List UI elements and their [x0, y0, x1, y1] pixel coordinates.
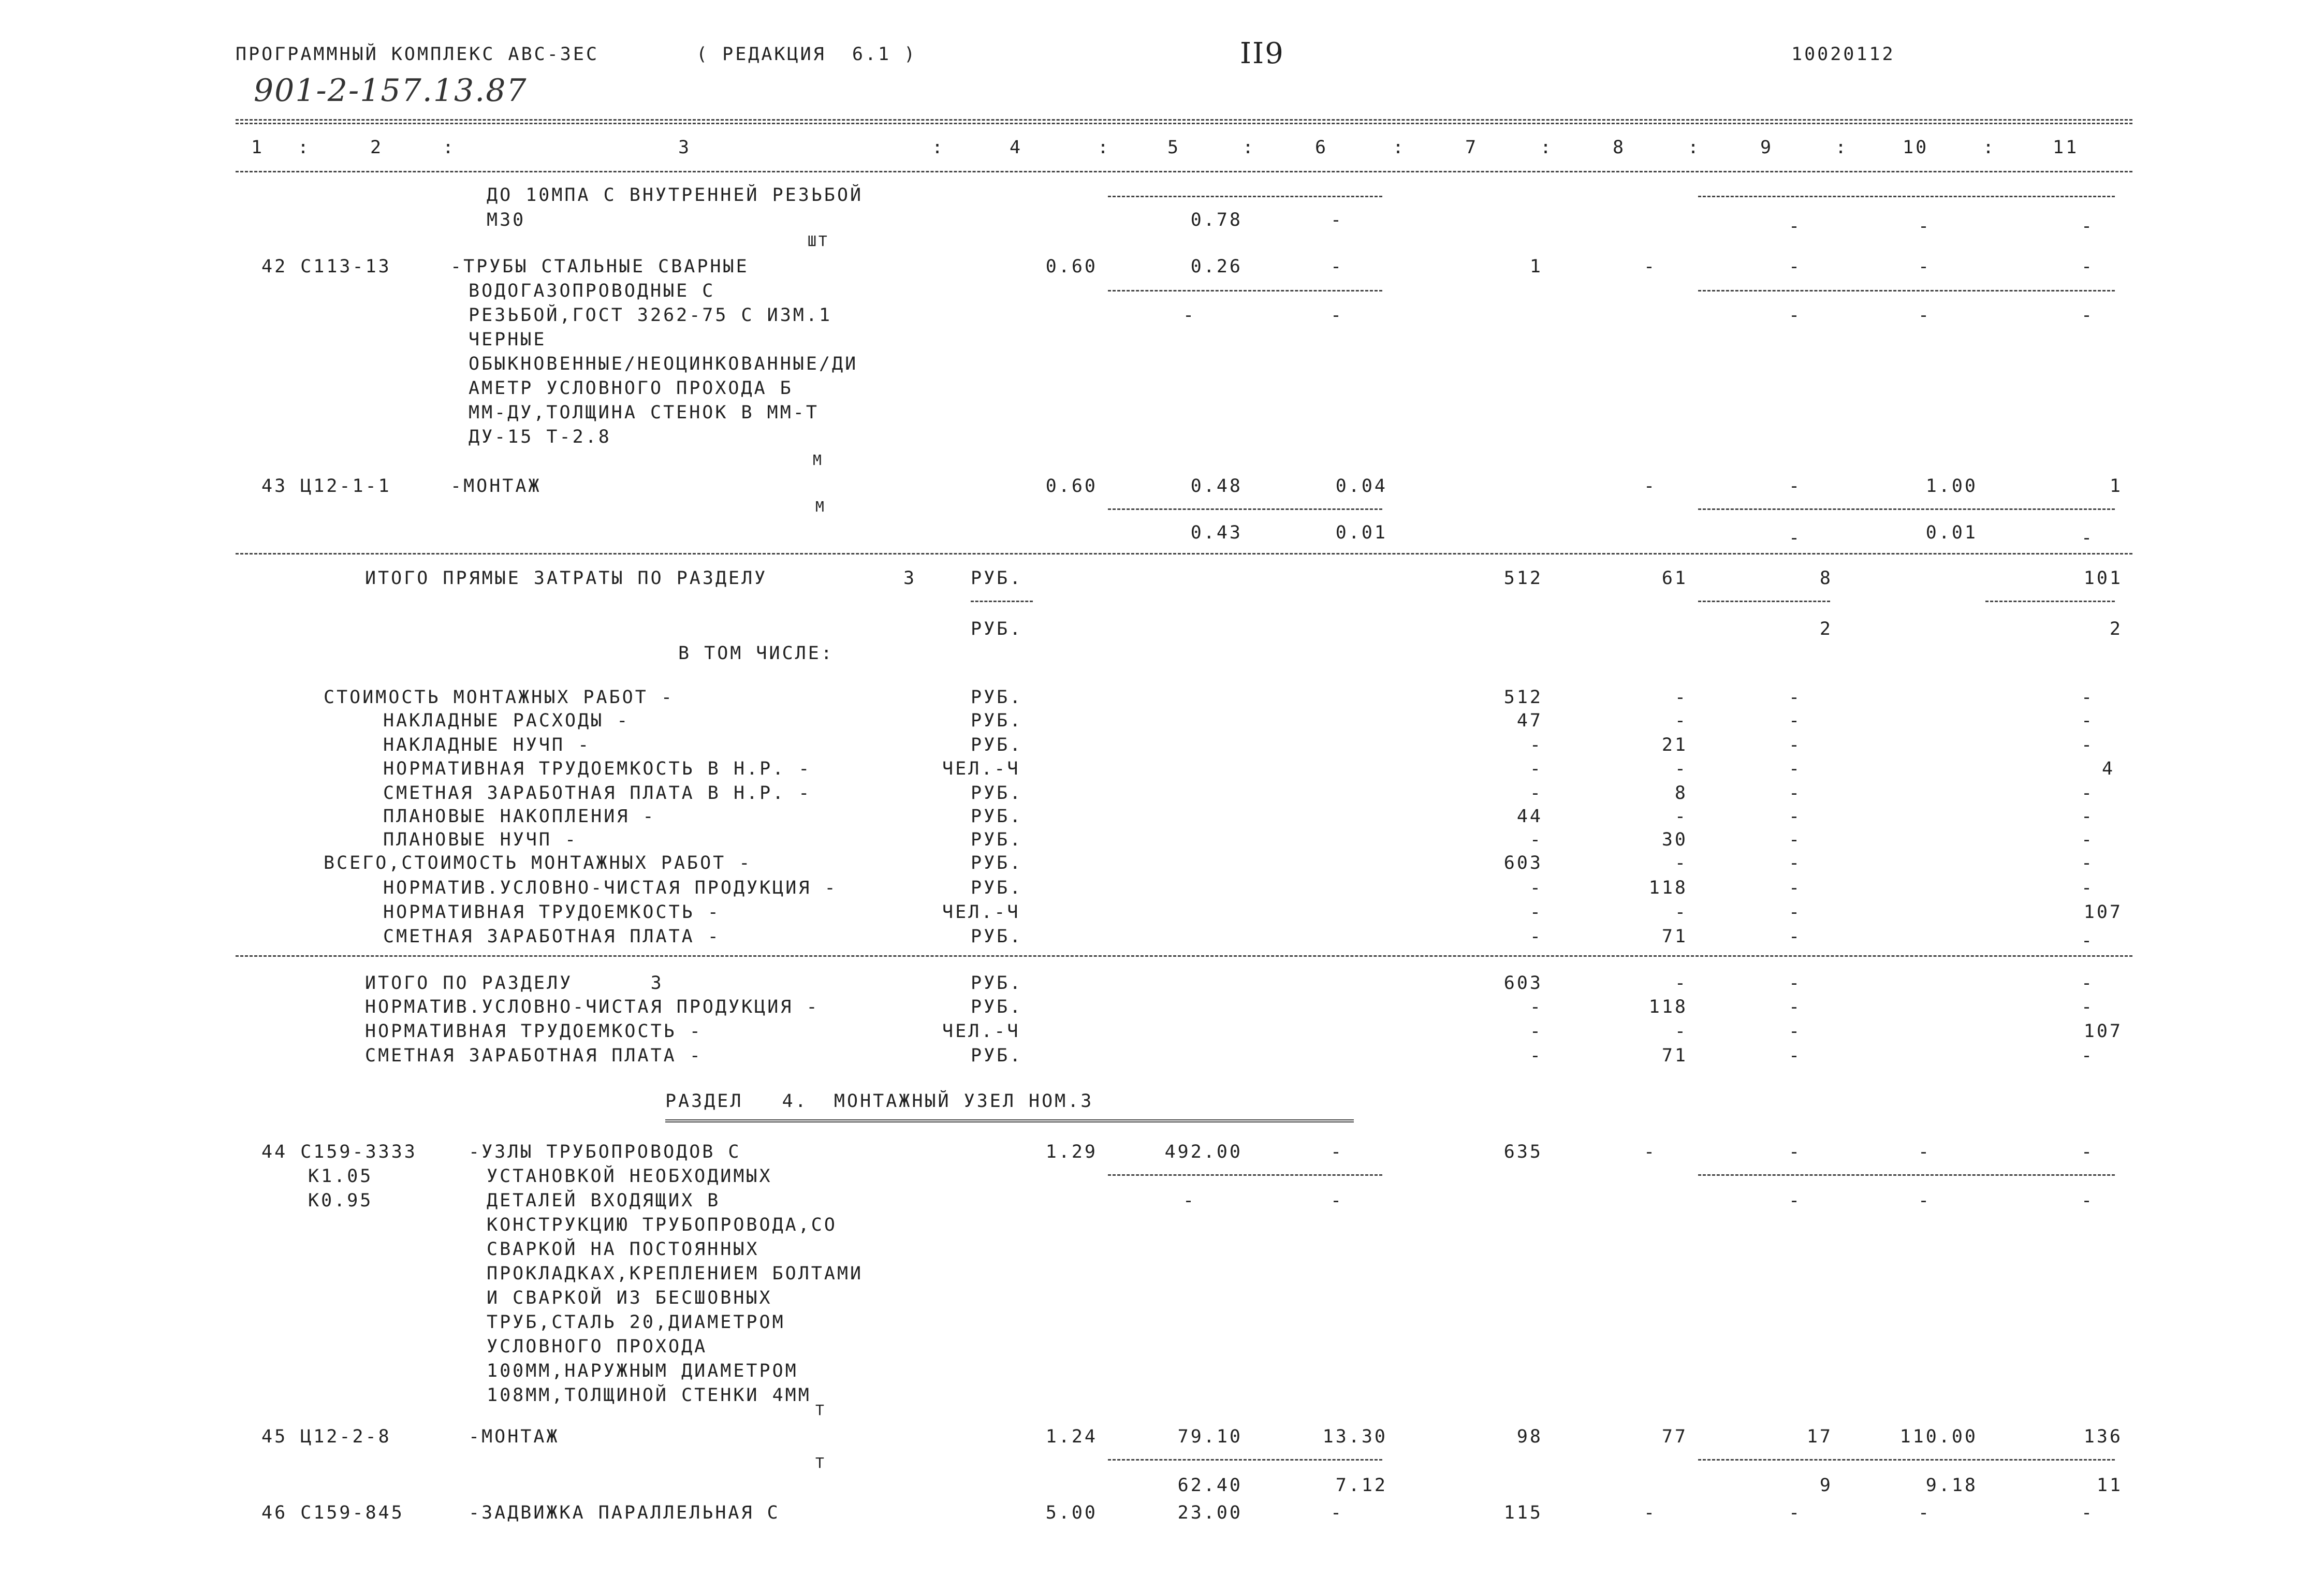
- col-sep: :: [443, 137, 456, 158]
- row42-desc-6: ММ-ДУ,ТОЛЩИНА СТЕНОК В ММ-Т: [469, 402, 819, 423]
- cell: -: [1529, 758, 1543, 779]
- cell: -: [1529, 735, 1543, 755]
- row42-desc-3: ЧЕРНЫЕ: [469, 329, 547, 350]
- cell: -: [1789, 1021, 1802, 1042]
- totals-unit-2: РУБ.: [971, 619, 1023, 639]
- cell: -: [1918, 1142, 1932, 1162]
- breakdown-unit: РУБ.: [971, 853, 1023, 873]
- rule-seg: [1698, 601, 1830, 602]
- cell: -: [1644, 256, 1657, 277]
- row44-desc-7: ТРУБ,СТАЛЬ 20,ДИАМЕТРОМ: [487, 1312, 785, 1333]
- cell: -: [2081, 853, 2095, 873]
- col-4: 4: [1010, 137, 1023, 158]
- rule-seg: [1108, 1174, 1382, 1176]
- row43-desc: -МОНТАЖ: [450, 476, 542, 497]
- row42-desc-7: ДУ-15 Т-2.8: [469, 427, 611, 447]
- cell: -: [1674, 1021, 1688, 1042]
- cell: -: [1789, 758, 1802, 779]
- cell: -: [1789, 783, 1802, 804]
- unit: М: [815, 498, 826, 515]
- cell: -: [2081, 930, 2095, 951]
- cell: 2: [1819, 619, 1833, 639]
- row46-number: 46 С159-845: [261, 1503, 404, 1523]
- cell: -: [1674, 853, 1688, 873]
- breakdown-label: СТОИМОСТЬ МОНТАЖНЫХ РАБОТ -: [324, 687, 674, 708]
- cell: 1.24: [1045, 1426, 1098, 1447]
- rule-header: [236, 171, 2132, 172]
- rule-seg: [971, 601, 1033, 602]
- row44-k2: К0.95: [308, 1190, 373, 1211]
- row44-desc-5: ПРОКЛАДКАХ,КРЕПЛЕНИЕМ БОЛТАМИ: [487, 1263, 864, 1284]
- col-sep: :: [1983, 137, 1996, 158]
- unit: М: [813, 451, 824, 469]
- rule-seg: [1698, 1174, 2115, 1176]
- col-7: 7: [1465, 137, 1479, 158]
- cell: 0.60: [1045, 256, 1098, 277]
- cell: -: [1789, 1045, 1802, 1066]
- cell: 118: [1648, 997, 1688, 1017]
- breakdown-unit: РУБ.: [971, 687, 1023, 708]
- cell: -: [1789, 687, 1802, 708]
- row42-desc-0: -ТРУБЫ СТАЛЬНЫЕ СВАРНЫЕ: [450, 256, 749, 277]
- cell: -: [2081, 710, 2095, 731]
- breakdown-label: ПЛАНОВЫЕ НАКОПЛЕНИЯ -: [383, 806, 656, 827]
- cell: 110.00: [1899, 1426, 1978, 1447]
- row45-desc: -МОНТАЖ: [469, 1426, 560, 1447]
- cell: 17: [1806, 1426, 1833, 1447]
- cell: 0.78: [1190, 210, 1243, 230]
- cell: -: [1183, 1190, 1196, 1211]
- cell: -: [1529, 829, 1543, 850]
- cell: -: [1789, 806, 1802, 827]
- section-total-unit: РУБ.: [971, 997, 1023, 1017]
- cell: -: [1674, 710, 1688, 731]
- breakdown-unit: РУБ.: [971, 878, 1023, 898]
- cell: 0.26: [1190, 256, 1243, 277]
- cell: 635: [1503, 1142, 1543, 1162]
- cell: 79.10: [1177, 1426, 1243, 1447]
- cell: 71: [1661, 1045, 1688, 1066]
- cell: -: [2081, 735, 2095, 755]
- cell: -: [1789, 902, 1802, 923]
- cell: -: [1529, 997, 1543, 1017]
- cell: -: [1789, 528, 1802, 548]
- cell: -: [1918, 305, 1932, 326]
- cell: -: [2081, 216, 2095, 237]
- rule-seg: [1108, 1459, 1382, 1461]
- cell: 5.00: [1045, 1503, 1098, 1523]
- rule-seg: [1698, 508, 2115, 510]
- row42-number: 42 С113-13: [261, 256, 391, 277]
- cell: 77: [1661, 1426, 1688, 1447]
- handwritten-code: 901-2-157.13.87: [254, 72, 528, 109]
- row44-number: 44 С159-3333: [261, 1142, 417, 1162]
- cell: 603: [1503, 853, 1543, 873]
- cell: -: [1918, 1190, 1932, 1211]
- col-sep: :: [1835, 137, 1849, 158]
- row43-number: 43 Ц12-1-1: [261, 476, 391, 497]
- breakdown-unit: РУБ.: [971, 710, 1023, 731]
- cell: -: [2081, 1503, 2095, 1523]
- col-11: 11: [2053, 137, 2079, 158]
- section-total-label: ИТОГО ПО РАЗДЕЛУ 3: [365, 973, 664, 994]
- cell: -: [2081, 997, 2095, 1017]
- cell: -: [1331, 1503, 1344, 1523]
- row44-desc-2: ДЕТАЛЕЙ ВХОДЯЩИХ В: [487, 1190, 721, 1211]
- row44-desc-3: КОНСТРУКЦИЮ ТРУБОПРОВОДА,СО: [487, 1215, 837, 1235]
- cell: -: [1789, 735, 1802, 755]
- section-total-label: НОРМАТИВНАЯ ТРУДОЕМКОСТЬ -: [365, 1021, 703, 1042]
- col-2: 2: [370, 137, 384, 158]
- cell: -: [1331, 210, 1344, 230]
- cell: 1: [2109, 476, 2123, 497]
- col-6: 6: [1315, 137, 1328, 158]
- cell: 9.18: [1925, 1475, 1978, 1496]
- rule-seg: [1985, 601, 2115, 602]
- cell: -: [1644, 476, 1657, 497]
- cell: -: [1674, 806, 1688, 827]
- rule-seg: [1108, 508, 1382, 510]
- cell: -: [1644, 1142, 1657, 1162]
- program-name: ПРОГРАММНЫЙ КОМПЛЕКС АВС-3ЕС: [236, 44, 600, 65]
- row44-k1: К1.05: [308, 1166, 373, 1187]
- cell: 21: [1661, 735, 1688, 755]
- section-total-unit: РУБ.: [971, 1045, 1023, 1066]
- rule-seg: [1698, 290, 2115, 291]
- cell: 0.01: [1925, 522, 1978, 543]
- cell: 512: [1503, 687, 1543, 708]
- col-8: 8: [1613, 137, 1626, 158]
- cell: -: [1529, 1045, 1543, 1066]
- cell: 101: [2083, 568, 2123, 589]
- rule-seg: [1108, 196, 1382, 197]
- col-sep: :: [1393, 137, 1406, 158]
- cell: -: [1331, 1190, 1344, 1211]
- row42-desc-1: ВОДОГАЗОПРОВОДНЫЕ С: [469, 281, 715, 301]
- breakdown-unit: РУБ.: [971, 783, 1023, 804]
- col-sep: :: [932, 137, 945, 158]
- cell: 136: [2083, 1426, 2123, 1447]
- section-total-label: НОРМАТИВ.УСЛОВНО-ЧИСТАЯ ПРОДУКЦИЯ -: [365, 997, 820, 1017]
- breakdown-unit: РУБ.: [971, 806, 1023, 827]
- cell: -: [1331, 305, 1344, 326]
- cell: -: [2081, 783, 2095, 804]
- cell: -: [1674, 687, 1688, 708]
- cell: -: [1789, 476, 1802, 497]
- including-label: В ТОМ ЧИСЛЕ:: [678, 643, 834, 664]
- breakdown-unit: ЧЕЛ.-Ч: [942, 758, 1020, 779]
- cell: -: [1674, 973, 1688, 994]
- cell: -: [1644, 1503, 1657, 1523]
- breakdown-label: СМЕТНАЯ ЗАРАБОТНАЯ ПЛАТА -: [383, 926, 721, 947]
- breakdown-label: НОРМАТИВНАЯ ТРУДОЕМКОСТЬ В Н.Р. -: [383, 758, 812, 779]
- cell: -: [1529, 783, 1543, 804]
- cell: -: [2081, 878, 2095, 898]
- cell: 98: [1516, 1426, 1543, 1447]
- breakdown-label: ВСЕГО,СТОИМОСТЬ МОНТАЖНЫХ РАБОТ -: [324, 853, 752, 873]
- rule-seg: [1698, 196, 2115, 197]
- row44-desc-6: И СВАРКОЙ ИЗ БЕСШОВНЫХ: [487, 1288, 772, 1308]
- cell: 0.48: [1190, 476, 1243, 497]
- cell: 2: [2109, 619, 2123, 639]
- col-sep: :: [1540, 137, 1554, 158]
- cell: -: [2081, 1190, 2095, 1211]
- col-9: 9: [1760, 137, 1774, 158]
- breakdown-unit: РУБ.: [971, 735, 1023, 755]
- rule-seg: [1698, 1459, 2115, 1461]
- col-sep: :: [1098, 137, 1111, 158]
- breakdown-label: ПЛАНОВЫЕ НУЧП -: [383, 829, 578, 850]
- cell: -: [2081, 687, 2095, 708]
- breakdown-label: НОРМАТИВНАЯ ТРУДОЕМКОСТЬ -: [383, 902, 721, 923]
- cell: -: [1789, 1190, 1802, 1211]
- cell: -: [2081, 305, 2095, 326]
- row44-desc-4: СВАРКОЙ НА ПОСТОЯННЫХ: [487, 1239, 759, 1260]
- section-total-label: СМЕТНАЯ ЗАРАБОТНАЯ ПЛАТА -: [365, 1045, 703, 1066]
- unit: ШТ: [808, 232, 829, 250]
- cell: -: [1918, 1503, 1932, 1523]
- cell: -: [1331, 1142, 1344, 1162]
- section-4-title: РАЗДЕЛ 4. МОНТАЖНЫЙ УЗЕЛ НОМ.3: [665, 1091, 1094, 1112]
- cell: -: [1529, 1021, 1543, 1042]
- rule-section-total: [236, 553, 2132, 555]
- breakdown-label: СМЕТНАЯ ЗАРАБОТНАЯ ПЛАТА В Н.Р. -: [383, 783, 812, 804]
- cell: -: [1789, 1503, 1802, 1523]
- row0-desc-2: М30: [487, 210, 526, 230]
- col-5: 5: [1167, 137, 1181, 158]
- cell: -: [1789, 878, 1802, 898]
- cell: 107: [2083, 902, 2123, 923]
- cell: 7.12: [1335, 1475, 1387, 1496]
- row44-desc-8: УСЛОВНОГО ПРОХОДА: [487, 1336, 708, 1357]
- cell: -: [1789, 973, 1802, 994]
- cell: -: [1789, 305, 1802, 326]
- col-10: 10: [1903, 137, 1929, 158]
- rule-top: [236, 119, 2132, 121]
- cell: -: [1674, 758, 1688, 779]
- cell: 47: [1516, 710, 1543, 731]
- row0-desc: ДО 10МПА С ВНУТРЕННЕЙ РЕЗЬБОЙ: [487, 185, 864, 206]
- cell: 115: [1503, 1503, 1543, 1523]
- cell: 8: [1674, 783, 1688, 804]
- cell: -: [2081, 973, 2095, 994]
- cell: 30: [1661, 829, 1688, 850]
- breakdown-unit: РУБ.: [971, 926, 1023, 947]
- cell: -: [1529, 926, 1543, 947]
- cell: 0.04: [1335, 476, 1387, 497]
- rule-breakdown-end: [236, 955, 2132, 957]
- cell: -: [1789, 216, 1802, 237]
- row46-desc: -ЗАДВИЖКА ПАРАЛЛЕЛЬНАЯ С: [469, 1503, 780, 1523]
- row44-desc-9: 100ММ,НАРУЖНЫМ ДИАМЕТРОМ: [487, 1361, 798, 1381]
- cell: -: [1789, 1142, 1802, 1162]
- cell: 11: [2096, 1475, 2123, 1496]
- cell: -: [1789, 256, 1802, 277]
- section-total-unit: ЧЕЛ.-Ч: [942, 1021, 1020, 1042]
- cell: 71: [1661, 926, 1688, 947]
- cell: 512: [1503, 568, 1543, 589]
- cell: -: [1789, 853, 1802, 873]
- cell: 118: [1648, 878, 1688, 898]
- section-4-underline: [665, 1119, 1354, 1122]
- unit: Т: [815, 1402, 826, 1419]
- cell: 1.29: [1045, 1142, 1098, 1162]
- cell: 0.60: [1045, 476, 1098, 497]
- row42-desc-5: АМЕТР УСЛОВНОГО ПРОХОДА Б: [469, 378, 793, 399]
- cell: -: [1918, 256, 1932, 277]
- cell: -: [2081, 256, 2095, 277]
- page-number: II9: [1240, 37, 1284, 70]
- section-total-unit: РУБ.: [971, 973, 1023, 994]
- cell: -: [1789, 829, 1802, 850]
- row42-desc-2: РЕЗЬБОЙ,ГОСТ 3262-75 С ИЗМ.1: [469, 305, 832, 326]
- breakdown-label: НАКЛАДНЫЕ РАСХОДЫ -: [383, 710, 630, 731]
- cell: 1: [1529, 256, 1543, 277]
- doc-code: 10020112: [1791, 44, 1895, 65]
- cell: 44: [1516, 806, 1543, 827]
- cell: -: [1918, 216, 1932, 237]
- breakdown-label: НОРМАТИВ.УСЛОВНО-ЧИСТАЯ ПРОДУКЦИЯ -: [383, 878, 838, 898]
- cell: 0.43: [1190, 522, 1243, 543]
- totals-title: ИТОГО ПРЯМЫЕ ЗАТРАТЫ ПО РАЗДЕЛУ: [365, 568, 768, 589]
- col-sep: :: [298, 137, 311, 158]
- cell: -: [1529, 902, 1543, 923]
- cell: -: [2081, 1045, 2095, 1066]
- cell: 1.00: [1925, 476, 1978, 497]
- cell: -: [2081, 1142, 2095, 1162]
- cell: -: [1183, 305, 1196, 326]
- cell: 603: [1503, 973, 1543, 994]
- cell: -: [1789, 997, 1802, 1017]
- cell: 23.00: [1177, 1503, 1243, 1523]
- cell: -: [1674, 902, 1688, 923]
- rule-seg: [1108, 290, 1382, 291]
- breakdown-label: НАКЛАДНЫЕ НУЧП -: [383, 735, 591, 755]
- cell: 13.30: [1322, 1426, 1387, 1447]
- col-sep: :: [1688, 137, 1701, 158]
- cell: 9: [1819, 1475, 1833, 1496]
- col-sep: :: [1243, 137, 1256, 158]
- cell: -: [2081, 528, 2095, 548]
- cell: -: [2081, 829, 2095, 850]
- row44-desc-0: -УЗЛЫ ТРУБОПРОВОДОВ С: [469, 1142, 741, 1162]
- col-3: 3: [678, 137, 692, 158]
- cell: 4: [2102, 758, 2115, 779]
- unit: Т: [815, 1454, 826, 1471]
- row44-desc-10: 108ММ,ТОЛЩИНОЙ СТЕНКИ 4ММ: [487, 1385, 811, 1406]
- cell: 62.40: [1177, 1475, 1243, 1496]
- row45-number: 45 Ц12-2-8: [261, 1426, 391, 1447]
- col-1: 1: [251, 137, 265, 158]
- breakdown-unit: ЧЕЛ.-Ч: [942, 902, 1020, 923]
- cell: -: [1529, 878, 1543, 898]
- cell: -: [1331, 256, 1344, 277]
- rule-top-2: [236, 123, 2132, 124]
- cell: 61: [1661, 568, 1688, 589]
- cell: 107: [2083, 1021, 2123, 1042]
- row44-desc-1: УСТАНОВКОЙ НЕОБХОДИМЫХ: [487, 1166, 772, 1187]
- cell: 492.00: [1164, 1142, 1243, 1162]
- cell: 0.01: [1335, 522, 1387, 543]
- totals-section: 3: [903, 568, 917, 589]
- cell: 8: [1819, 568, 1833, 589]
- cell: -: [2081, 806, 2095, 827]
- row42-desc-4: ОБЫКНОВЕННЫЕ/НЕОЦИНКОВАННЫЕ/ДИ: [469, 354, 858, 374]
- cell: -: [1789, 710, 1802, 731]
- cell: -: [1789, 926, 1802, 947]
- edition: ( РЕДАКЦИЯ 6.1 ): [696, 44, 917, 65]
- breakdown-unit: РУБ.: [971, 829, 1023, 850]
- totals-unit: РУБ.: [971, 568, 1023, 589]
